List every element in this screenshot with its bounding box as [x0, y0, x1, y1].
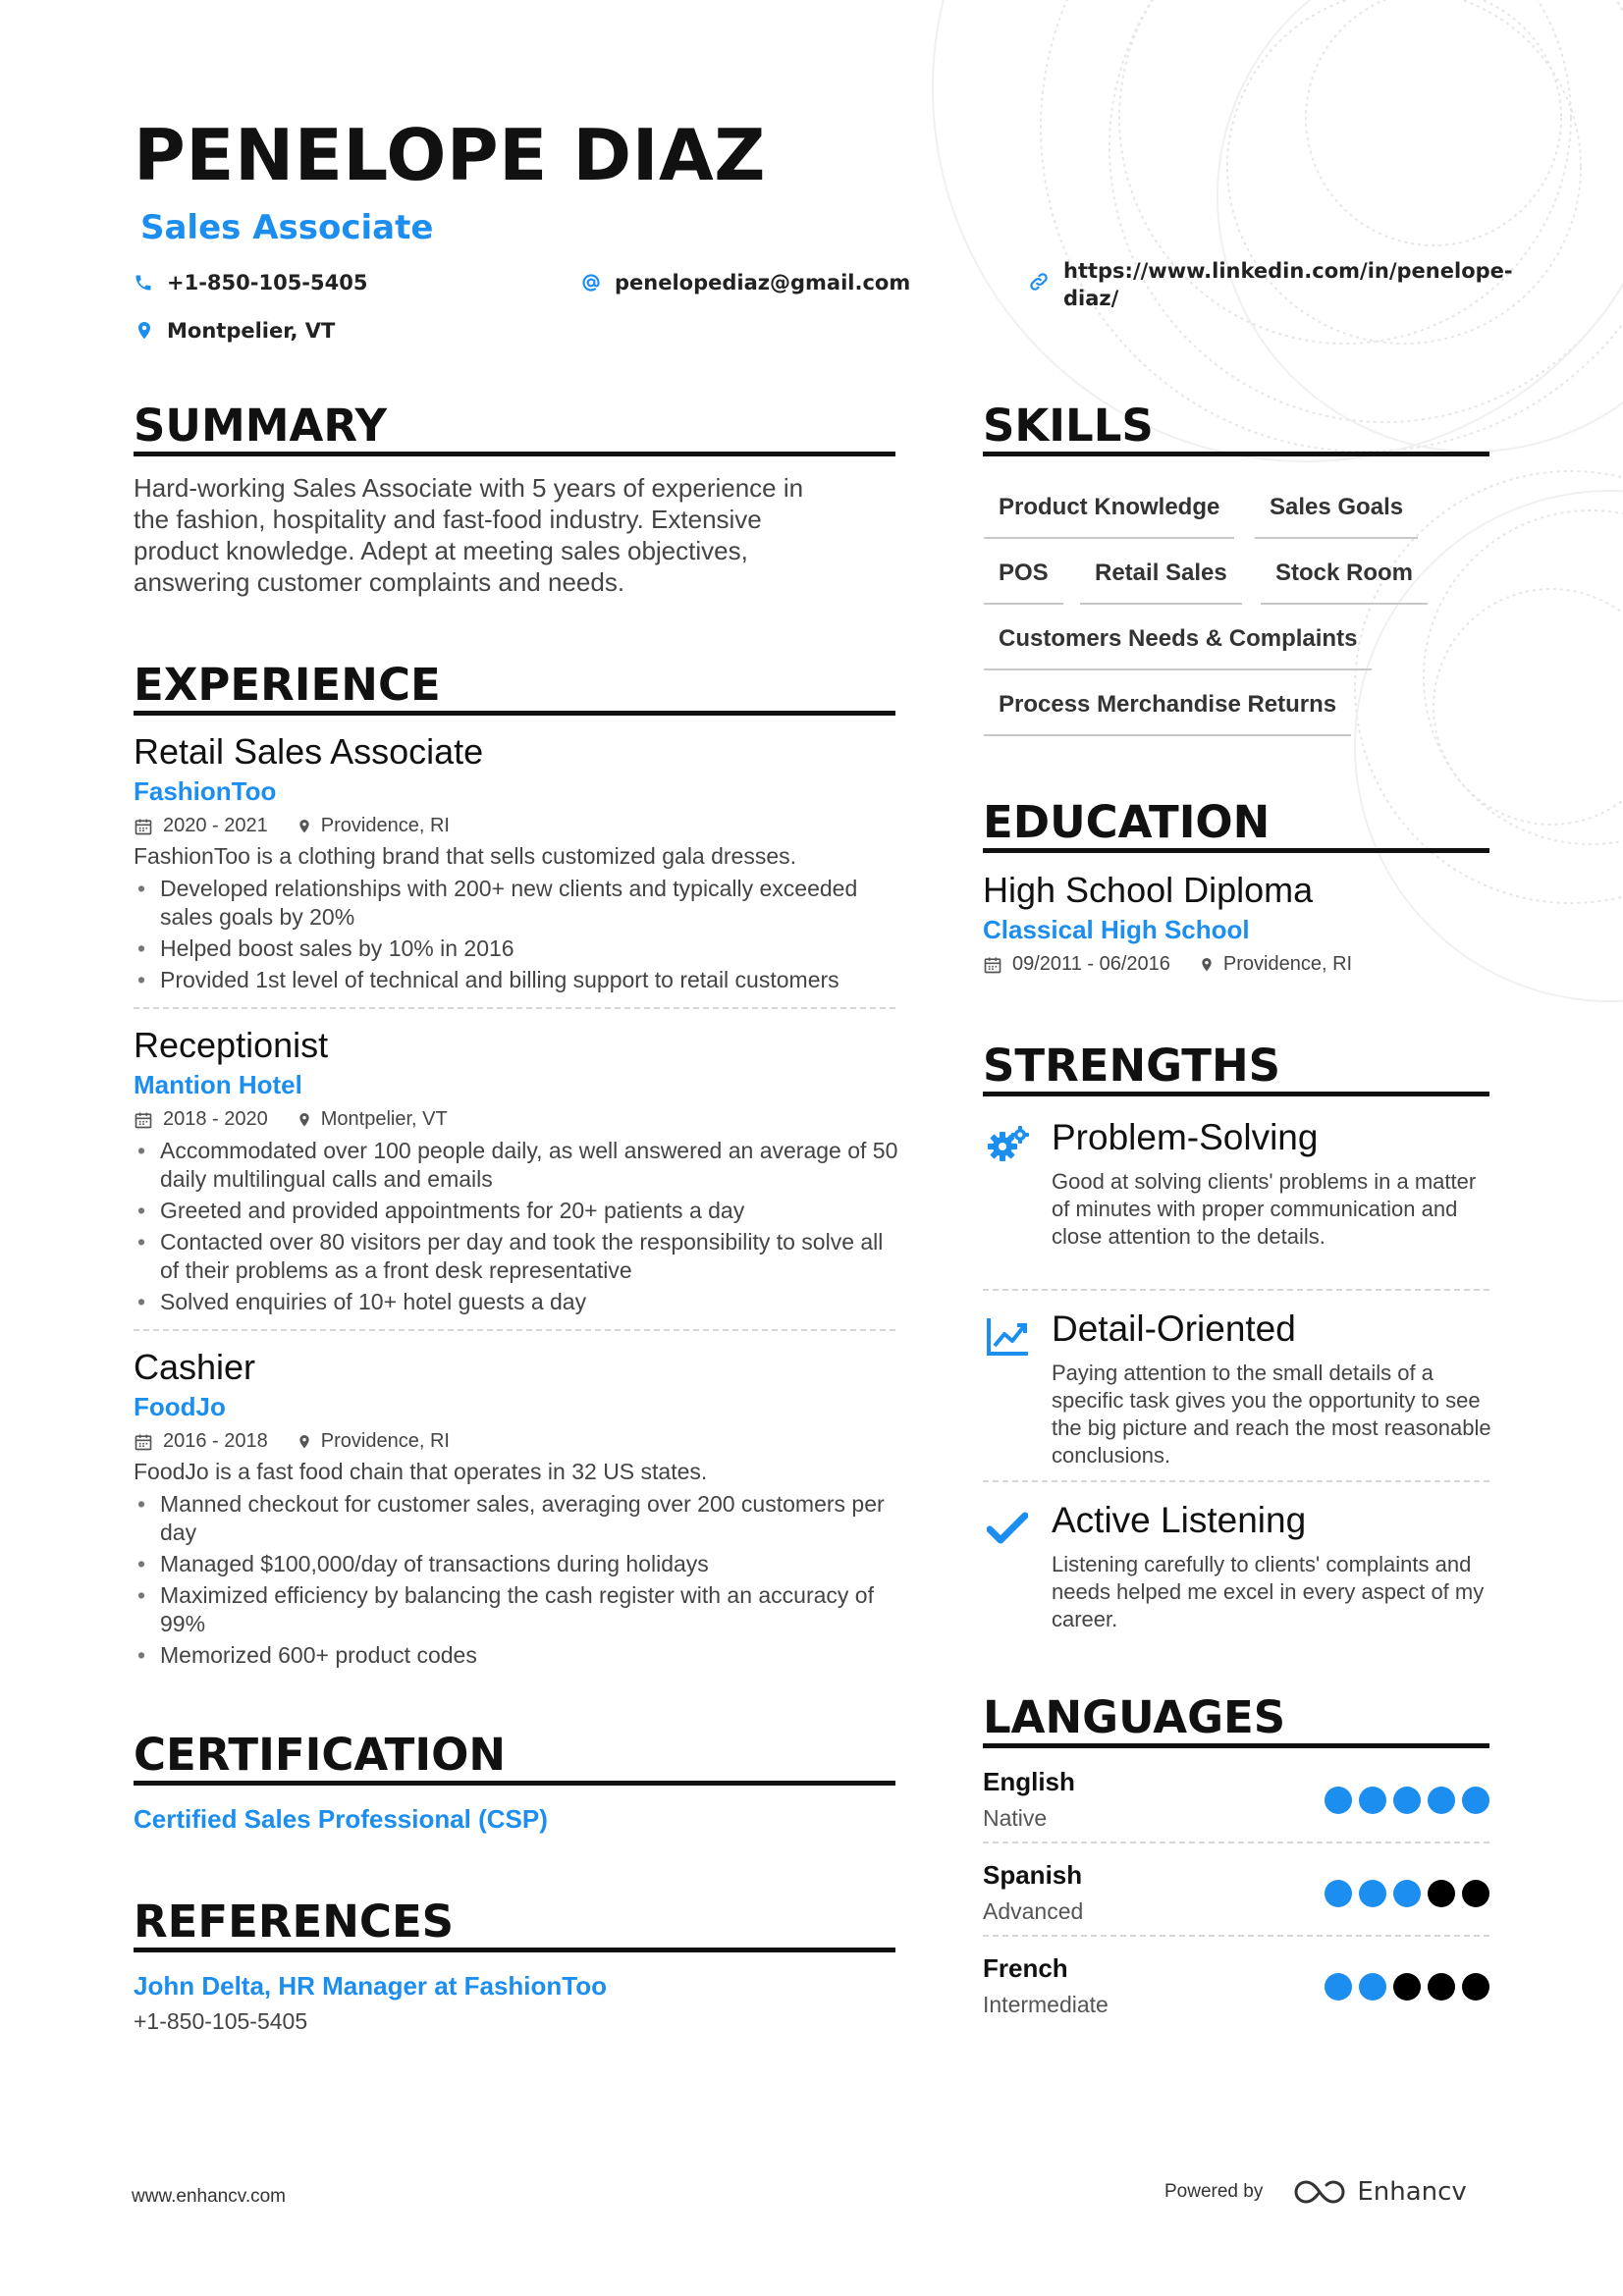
job-bullet: • Provided 1st level of technical and billing support to retail customers — [134, 966, 899, 994]
skill-tag: Product Knowledge — [984, 494, 1234, 539]
language-level: Intermediate — [983, 1992, 1109, 2017]
job-dates: 2020 - 2021 — [163, 815, 268, 836]
location-pin-icon — [135, 321, 153, 341]
linkedin-line-2: diaz/ — [1063, 287, 1119, 310]
degree-title: High School Diploma — [983, 870, 1314, 910]
rating-dot-filled — [1359, 1973, 1386, 2001]
job-dates: 2018 - 2020 — [163, 1108, 268, 1130]
entry-divider — [983, 1480, 1489, 1482]
reference-name[interactable]: John Delta, HR Manager at FashionToo — [134, 1971, 608, 2001]
education-meta — [983, 953, 1352, 976]
school-name[interactable]: Classical High School — [983, 915, 1250, 944]
rating-dot-filled — [1359, 1787, 1386, 1814]
job-bullets — [134, 875, 899, 994]
entry-divider — [134, 1007, 895, 1009]
certification-section-title: CERTIFICATION — [134, 1729, 507, 1781]
job-bullet: • Contacted over 80 visitors per day and took the responsibility to solve all of their problems as a front desk representative — [134, 1228, 899, 1285]
education-location: Providence, RI — [1222, 953, 1353, 975]
languages-section-title: LANGUAGES — [983, 1691, 1286, 1743]
at-sign-icon — [581, 273, 601, 293]
footer-powered-by — [1164, 2177, 1467, 2207]
strength-title: Active Listening — [1052, 1500, 1307, 1540]
reference-phone: +1-850-105-5405 — [134, 2008, 308, 2034]
skills-section-title: SKILLS — [983, 400, 1154, 452]
job-location: Providence, RI — [320, 815, 450, 836]
company-name[interactable]: FashionToo — [134, 776, 277, 806]
job-dates: 2016 - 2018 — [163, 1430, 268, 1452]
rating-dot-empty — [1462, 1880, 1489, 1907]
rating-dot-filled — [1428, 1787, 1455, 1814]
language-item — [983, 1953, 1489, 2022]
languages-divider — [983, 1743, 1489, 1748]
gears-icon — [985, 1123, 1032, 1166]
job-bullet: • Memorized 600+ product codes — [134, 1641, 899, 1670]
summary-text — [134, 472, 909, 598]
strength-title: Problem-Solving — [1052, 1117, 1319, 1157]
phone-icon — [134, 273, 153, 293]
rating-dot-filled — [1393, 1787, 1421, 1814]
enhancv-logo-icon — [1292, 2177, 1347, 2207]
skill-tag: Process Merchandise Returns — [984, 691, 1351, 736]
email-contact — [581, 271, 910, 294]
rating-dot-empty — [1428, 1880, 1455, 1907]
company-name[interactable]: Mantion Hotel — [134, 1070, 302, 1099]
job-bullets — [134, 1490, 899, 1670]
summary-line: product knowledge. Adept at meeting sales objectives, — [134, 536, 748, 565]
skill-tag: Retail Sales — [1080, 560, 1242, 605]
job-bullet: • Manned checkout for customer sales, averaging over 200 customers per day — [134, 1490, 899, 1547]
certification-divider — [134, 1781, 895, 1786]
experience-entry — [134, 731, 895, 997]
job-bullet: • Helped boost sales by 10% in 2016 — [134, 934, 899, 963]
skill-tag: POS — [984, 560, 1063, 605]
experience-entry — [134, 1025, 898, 1319]
language-name: Spanish — [983, 1860, 1083, 1890]
job-meta — [134, 1430, 895, 1453]
education-section-title: EDUCATION — [983, 796, 1271, 848]
email-text[interactable]: penelopediaz@gmail.com — [615, 271, 911, 294]
summary-line: the fashion, hospitality and fast-food industry. Extensive — [134, 505, 762, 534]
education-divider — [983, 848, 1489, 853]
education-entry — [983, 870, 1352, 976]
summary-line: Hard-working Sales Associate with 5 years of experience in — [134, 473, 804, 503]
rating-dot-empty — [1428, 1973, 1455, 2001]
job-meta — [134, 1108, 895, 1131]
education-dates: 09/2011 - 06/2016 — [1012, 953, 1170, 975]
calendar-icon — [134, 817, 153, 836]
checkmark-icon — [987, 1512, 1028, 1545]
job-bullet: • Maximized efficiency by balancing the cash register with an accuracy of 99% — [134, 1581, 899, 1638]
candidate-name: PENELOPE DIAZ — [134, 114, 766, 196]
calendar-icon — [983, 955, 1002, 975]
calendar-icon — [134, 1432, 153, 1452]
summary-divider — [134, 452, 895, 456]
language-name: English — [983, 1767, 1075, 1796]
rating-dot-filled — [1359, 1880, 1386, 1907]
job-bullet: • Greeted and provided appointments for 20+ patients a day — [134, 1197, 899, 1225]
job-bullet: • Accommodated over 100 people daily, as well answered an average of 50 daily multilingual calls and emails — [134, 1137, 899, 1194]
references-section-title: REFERENCES — [134, 1896, 455, 1948]
strength-title: Detail-Oriented — [1052, 1308, 1296, 1349]
strength-description: Paying attention to the small details of a specific task gives you the opportunity to see the big picture and reach the most reasonable conclusions. — [1052, 1361, 1491, 1468]
rating-dot-empty — [1393, 1973, 1421, 2001]
language-name: French — [983, 1953, 1068, 1983]
phone-text[interactable]: +1-850-105-5405 — [167, 271, 368, 294]
skill-tag: Customers Needs & Complaints — [984, 625, 1372, 670]
rating-dot-filled — [1325, 1787, 1352, 1814]
linkedin-contact — [1028, 257, 1513, 312]
job-location: Montpelier, VT — [320, 1108, 448, 1130]
strength-description: Good at solving clients' problems in a matter of minutes with proper communication and close attention to the details. — [1052, 1169, 1477, 1249]
language-rating — [1318, 1880, 1489, 1907]
skill-tag: Sales Goals — [1255, 494, 1418, 539]
location-pin-icon — [298, 1433, 311, 1451]
experience-section-title: EXPERIENCE — [134, 659, 441, 711]
chart-line-icon — [985, 1316, 1030, 1358]
job-bullets — [134, 1137, 899, 1316]
entry-divider — [983, 1289, 1489, 1291]
candidate-role: Sales Associate — [140, 208, 434, 247]
enhancv-brand[interactable]: Enhancv — [1357, 2177, 1467, 2207]
linkedin-line-1: https://www.linkedin.com/in/penelope- — [1063, 259, 1513, 283]
company-name[interactable]: FoodJo — [134, 1392, 226, 1421]
location-pin-icon — [298, 818, 311, 835]
language-item — [983, 1860, 1489, 1929]
language-rating — [1318, 1787, 1489, 1814]
strength-description: Listening carefully to clients' complaints and needs helped me excel in every aspect of my career. — [1052, 1552, 1485, 1631]
entry-divider — [983, 1935, 1489, 1937]
references-divider — [134, 1948, 895, 1952]
location-text: Montpelier, VT — [167, 319, 336, 343]
powered-by-text: Powered by — [1164, 2181, 1264, 2202]
job-location: Providence, RI — [320, 1430, 450, 1452]
rating-dot-filled — [1462, 1787, 1489, 1814]
job-title: Cashier — [134, 1347, 256, 1387]
job-bullet: • Solved enquiries of 10+ hotel guests a day — [134, 1288, 899, 1316]
job-description: FoodJo is a fast food chain that operates in 32 US states. — [134, 1459, 708, 1484]
job-meta — [134, 815, 895, 837]
job-bullet: • Managed $100,000/day of transactions during holidays — [134, 1550, 899, 1578]
rating-dot-empty — [1462, 1973, 1489, 2001]
link-icon — [1028, 271, 1050, 293]
strengths-section-title: STRENGTHS — [983, 1040, 1281, 1092]
strengths-divider — [983, 1092, 1489, 1096]
phone-contact — [134, 271, 367, 294]
location-contact — [135, 319, 335, 343]
skills-divider — [983, 452, 1489, 456]
summary-section-title: SUMMARY — [134, 400, 388, 452]
language-level: Native — [983, 1805, 1048, 1831]
experience-divider — [134, 711, 895, 716]
rating-dot-filled — [1325, 1973, 1352, 2001]
language-rating — [1318, 1973, 1489, 2001]
entry-divider — [134, 1329, 895, 1331]
footer-website-link[interactable]: www.enhancv.com — [132, 2186, 286, 2207]
summary-line: answering customer complaints and needs. — [134, 567, 625, 597]
skill-tag: Stock Room — [1261, 560, 1428, 605]
entry-divider — [983, 1842, 1489, 1843]
job-title: Retail Sales Associate — [134, 731, 484, 772]
job-description: FashionToo is a clothing brand that sells customized gala dresses. — [134, 843, 797, 869]
linkedin-link[interactable] — [1063, 257, 1513, 312]
job-title: Receptionist — [134, 1025, 329, 1065]
job-bullet: • Developed relationships with 200+ new clients and typically exceeded sales goals by 20% — [134, 875, 899, 932]
language-item — [983, 1767, 1489, 1836]
location-pin-icon — [1200, 956, 1214, 974]
calendar-icon — [134, 1110, 153, 1130]
rating-dot-filled — [1393, 1880, 1421, 1907]
location-pin-icon — [298, 1111, 311, 1129]
rating-dot-filled — [1325, 1880, 1352, 1907]
language-level: Advanced — [983, 1898, 1084, 1924]
experience-entry — [134, 1347, 895, 1673]
certification-item[interactable]: Certified Sales Professional (CSP) — [134, 1804, 548, 1834]
